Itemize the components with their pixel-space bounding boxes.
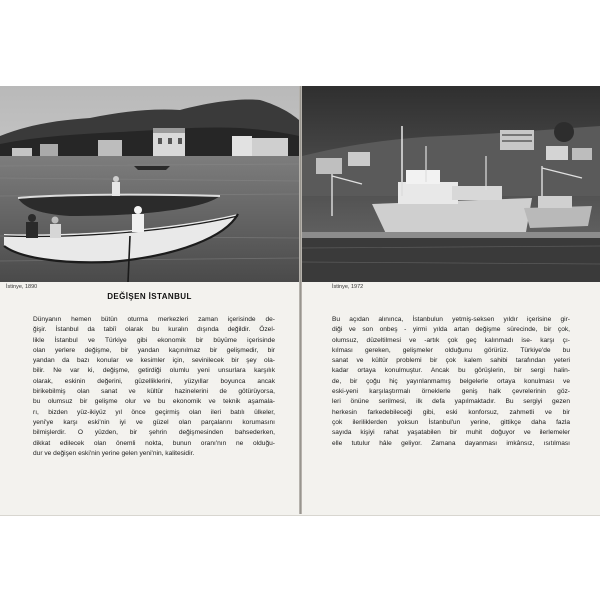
text-line: olan yerlere değişme, bir yandan kaçınılmaz bir gelişmedir, bir xyxy=(33,346,275,354)
text-line: dikkat edilecek olan önemli nokta, bunun oranı'nın ne olduğu- xyxy=(33,439,275,447)
text-line: eski-yeni karşılaştırmalı örneklerle geniş halk çevrelerinin göz- xyxy=(332,388,570,396)
text-line: Dünyanın hemen bütün oturma merkezleri zaman içerisinde de- xyxy=(33,316,275,323)
text-line: herkesin farkedebileceği gibi, eski konforsuz, zahmetli ve bir xyxy=(332,408,570,416)
text-line: bu olumsuz bir gelişme olur ve bu ekonomik ve teknik aşamala- xyxy=(33,398,275,406)
right-photo-caption: İstinye, 1972 xyxy=(332,284,364,290)
text-line: yandan da bazı konular ve kesimler için, sevinilecek bir şey ola- xyxy=(33,357,275,365)
text-line: ğişir. İstanbul da tabiî olarak bu kuralın dışında değildir. Özel- xyxy=(33,326,275,334)
article-title: DEĞİŞEN İSTANBUL xyxy=(107,292,192,301)
text-line: Bu açıdan alınınca, İstanbulun yetmiş-seksen yıldır içerisine gir- xyxy=(332,316,570,323)
left-photo-caption: İstinye, 1890 xyxy=(6,284,38,290)
istinye-1890-photo xyxy=(0,86,299,282)
text-line: likle İstanbul ve Türkiye gibi ekonomik bir büyüme içerisinde xyxy=(33,336,275,344)
text-line: diği ve son onbeş - yirmi yılda artan değişme sürecinde, bir çok, xyxy=(332,326,570,334)
text-line: olarak, eskinin değerini, güzelliklerini, yüzyıllar boyunca ancak xyxy=(33,377,275,385)
text-line: çok ileriliklerden yoksun İstanbul'un yerine, gittikçe daha fazla xyxy=(332,418,570,426)
left-body-text xyxy=(33,315,275,459)
right-body-text xyxy=(332,315,570,449)
text-line: elle tutulur hâle geliyor. Zamana dayanması imkânsız, ısıtılması xyxy=(332,439,570,447)
text-line: yeni'ye karşı eski'nin iyi ve güzel olan parçalarını korumasını xyxy=(33,418,275,426)
text-line: leri önüne serilmesi, ilk defa yapılmaktadır. Bu sergiyi gezen xyxy=(332,398,570,406)
text-line: sanat ve kültür problemi bir çok kalem sahibi tarafından yeteri xyxy=(332,357,570,365)
text-line: bilmişlerdir. O yüzden, bir şehrin değişmesinden bahsederken, xyxy=(33,429,275,437)
istinye-1972-photo xyxy=(302,86,600,282)
text-line: bilir. Ne var ki, değişme, getirdiği olumlu yeni unsurlara karşılık xyxy=(33,367,275,375)
text-line: birikebilmiş olan sanat ve kültür hazinelerini de götürüyorsa, xyxy=(33,388,275,396)
text-line: kadar ortaya konulmuştur. Ancak bu görüşlerin, bir sergi halin- xyxy=(332,367,570,375)
text-line: de, bir çoğu hiç yayınlanmamış belgelerle ortaya konulması ve xyxy=(332,377,570,385)
text-line: rı, bizden yüz-ikiyüz yıl önce geçirmiş olan ileri batılı ülkeler, xyxy=(33,408,275,416)
text-line: kılması gereken, gelişmeler olduğunu görürüz. Türkiye'de bu xyxy=(332,346,570,354)
text-line: olumsuz, düzeltilmesi ve -artık çok geç kalınmadı ise- karşı çı- xyxy=(332,336,570,344)
text-line: dur ve değişen eski'nin yerine gelen yeni'nin, kalitesidir. xyxy=(33,449,195,457)
text-line: sayıda kişiyi rahat yaşatabilen bir muhit doğuyor ve ilerlemeler xyxy=(332,429,570,437)
